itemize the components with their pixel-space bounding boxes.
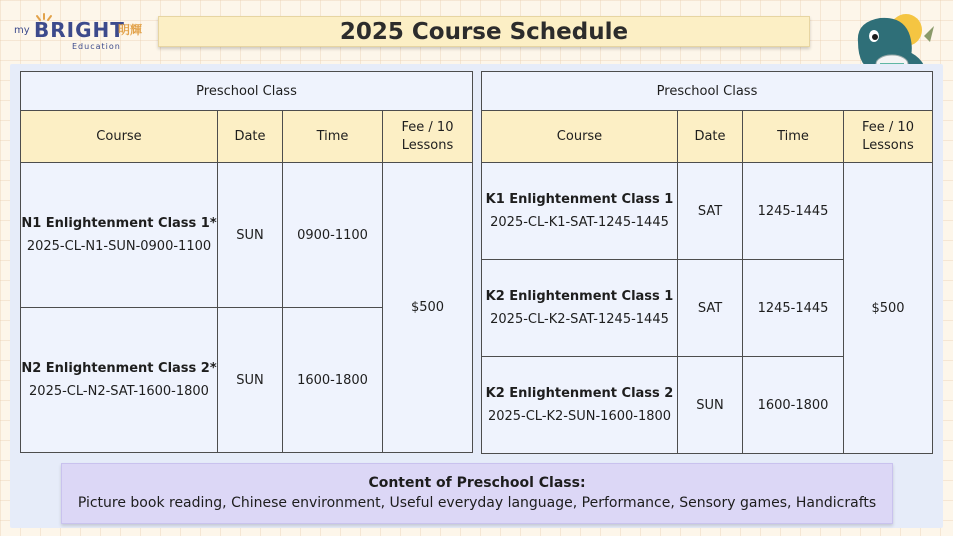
course-cell <box>482 260 678 357</box>
page-title: 2025 Course Schedule <box>339 18 629 45</box>
date-cell: SAT <box>678 163 743 260</box>
course-cell <box>21 308 218 453</box>
content-title: Content of Preschool Class: <box>368 475 586 491</box>
course-name: K2 Enlightenment Class 1 <box>485 289 674 304</box>
schedule-panel <box>10 64 943 528</box>
fee-cell: $500 <box>383 163 473 453</box>
group-heading: Preschool Class <box>21 72 473 111</box>
schedule-table-left <box>20 71 473 453</box>
course-code: 2025-CL-K2-SAT-1245-1445 <box>490 312 669 327</box>
time-cell: 1245-1445 <box>743 163 844 260</box>
class-content-box <box>61 463 893 524</box>
time-cell: 1600-1800 <box>283 308 383 453</box>
course-cell <box>21 163 218 308</box>
course-code: 2025-CL-K1-SAT-1245-1445 <box>490 215 669 230</box>
schedule-table-right <box>481 71 933 454</box>
column-header-date: Date <box>678 111 743 163</box>
course-cell <box>482 163 678 260</box>
logo-brand: BRIGHT <box>34 18 125 42</box>
course-code: 2025-CL-N2-SAT-1600-1800 <box>29 384 209 399</box>
column-header-date: Date <box>218 111 283 163</box>
brand-logo <box>14 12 146 52</box>
group-heading: Preschool Class <box>482 72 933 111</box>
date-cell: SUN <box>218 308 283 453</box>
time-cell: 1600-1800 <box>743 357 844 454</box>
time-cell: 1245-1445 <box>743 260 844 357</box>
content-description: Picture book reading, Chinese environment, Useful everyday language, Performance, Sensory games, Handicrafts <box>77 495 877 511</box>
course-code: 2025-CL-K2-SUN-1600-1800 <box>487 409 672 424</box>
course-cell <box>482 357 678 454</box>
course-name: K2 Enlightenment Class 2 <box>485 386 674 401</box>
table-row <box>482 163 933 260</box>
date-cell: SAT <box>678 260 743 357</box>
course-name: K1 Enlightenment Class 1 <box>485 192 674 207</box>
column-header-time: Time <box>283 111 383 163</box>
column-header-course: Course <box>21 111 218 163</box>
column-header-fee: Fee / 10 Lessons <box>844 111 933 163</box>
date-cell: SUN <box>218 163 283 308</box>
logo-prefix: my <box>14 25 30 36</box>
course-name: N2 Enlightenment Class 2* <box>21 361 217 376</box>
table-row <box>21 163 473 308</box>
column-header-time: Time <box>743 111 844 163</box>
fee-cell: $500 <box>844 163 933 454</box>
logo-sub: Education <box>72 42 121 51</box>
course-code: 2025-CL-N1-SUN-0900-1100 <box>26 239 212 254</box>
column-header-fee: Fee / 10 Lessons <box>383 111 473 163</box>
title-banner <box>158 16 810 47</box>
column-header-course: Course <box>482 111 678 163</box>
date-cell: SUN <box>678 357 743 454</box>
logo-chinese: 明輝 <box>118 23 143 37</box>
course-name: N1 Enlightenment Class 1* <box>21 216 217 231</box>
time-cell: 0900-1100 <box>283 163 383 308</box>
